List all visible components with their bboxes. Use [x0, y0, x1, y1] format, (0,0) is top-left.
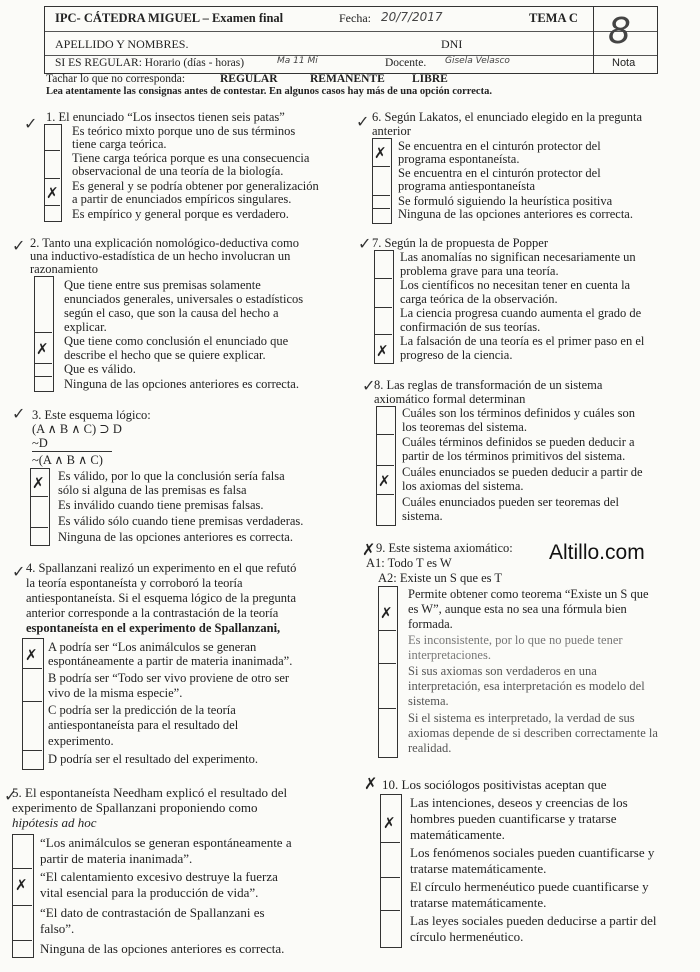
- q8-selected-mark: ✗: [378, 472, 391, 490]
- q3-option-d: Ninguna de las opciones anteriores es correcta.: [58, 530, 293, 544]
- incorrect-x-icon: ✗: [364, 774, 378, 793]
- exam-header: [44, 6, 658, 74]
- q8-answer-boxes: [376, 406, 396, 526]
- q3-inference-line: [32, 451, 112, 452]
- q8-stem: axiomático formal determinan: [374, 392, 526, 406]
- q1-selected-mark: ✗: [46, 184, 59, 202]
- q10-option-a: Las intenciones, deseos y creencias de los: [410, 795, 628, 810]
- grade-value: 8: [608, 11, 631, 52]
- q2-selected-mark: ✗: [36, 340, 49, 358]
- q3-option-a: sólo si alguna de las premisas es falsa: [58, 483, 247, 497]
- q6-option-a: programa espontaneísta.: [398, 152, 520, 166]
- dni-label: DNI: [441, 37, 463, 51]
- docente-label: Docente.: [385, 57, 427, 69]
- q5-selected-mark: ✗: [15, 876, 28, 894]
- q7-option-a: Las anomalías no significan necesariamente un: [400, 250, 636, 264]
- q3-option-c: Es válido sólo cuando tiene premisas verdaderas.: [58, 514, 304, 528]
- q8-option-b: partir de los términos primitivos del sistema.: [402, 449, 626, 463]
- q5-stem: 5. El espontaneísta Needham explicó el resultado del: [12, 785, 288, 800]
- q6-option-a: Se encuentra en el cinturón protector del: [398, 139, 601, 153]
- q2-stem: 2. Tanto una explicación nomológico-deductiva como: [30, 236, 299, 250]
- q9-option-d: Si el sistema es interpretado, la verdad de sus: [408, 711, 635, 725]
- q7-option-b: carga teórica de la observación.: [400, 292, 558, 306]
- header-row-3: [45, 55, 657, 73]
- q3-option-a: Es válido, por lo que la conclusión sería falsa: [58, 469, 285, 483]
- incorrect-x-icon: ✗: [362, 540, 376, 559]
- q2-stem: razonamiento: [30, 262, 99, 276]
- q4-selected-mark: ✗: [25, 646, 38, 664]
- q7-option-c: confirmación de sus teorías.: [400, 320, 541, 334]
- q4-option-b: vivo de la misma especie”.: [48, 686, 183, 700]
- q4-option-c: antiespontaneísta para el resultado del: [48, 718, 239, 732]
- q2-option-b: describe el hecho que se quiere explicar.: [64, 348, 266, 362]
- q9-option-d: axiomas depende de si describen correctamente la: [408, 726, 658, 740]
- q4-option-c: experimento.: [48, 734, 114, 748]
- q1-stem: 1. El enunciado “Los insectos tienen seis patas”: [46, 110, 285, 124]
- q6-stem: anterior: [372, 124, 411, 138]
- q8-option-c: Cuáles enunciados se pueden deducir a partir de: [402, 465, 643, 479]
- tachar-text: Tachar lo que no corresponda:: [46, 73, 186, 85]
- q3-option-b: Es inválido cuando tiene premisas falsas.: [58, 498, 264, 512]
- q6-stem: 6. Según Lakatos, el enunciado elegido en la pregunta: [372, 110, 643, 124]
- q2-option-a: enunciados generales, universales o estadísticos: [64, 292, 304, 306]
- q5-option-b: vital esencial para la producción de vida”.: [40, 885, 259, 900]
- horario-value: Ma 11 Mi: [277, 56, 318, 66]
- q1-option-b: Tiene carga teórica porque es una consecuencia: [72, 151, 310, 165]
- q8-option-d: sistema.: [402, 509, 443, 523]
- q10-option-d: círculo hermenéutico.: [410, 929, 524, 944]
- q5-option-a: partir de materia inanimada”.: [40, 851, 193, 866]
- q2-option-a: según el caso, que son la causa del hecho a: [64, 306, 279, 320]
- q8-stem: 8. Las reglas de transformación de un sistema: [374, 378, 603, 392]
- q6-option-c: Se formuló siguiendo la heurística positiva: [398, 194, 613, 208]
- correct-check-icon: ✓: [12, 236, 26, 255]
- q3-premise-2: ~D: [32, 436, 48, 450]
- fecha-value: 20/7/2017: [381, 10, 443, 24]
- q9-option-a: Permite obtener como teorema “Existe un S que: [408, 587, 649, 601]
- q6-option-b: Se encuentra en el cinturón protector del: [398, 166, 601, 180]
- q4-stem: antiespontaneísta. Si el esquema lógico de la pregunta: [26, 591, 297, 605]
- correct-check-icon: ✓: [362, 376, 376, 395]
- q2-option-a: explicar.: [64, 320, 107, 334]
- q10-option-a: matemáticamente.: [410, 827, 505, 842]
- q3-stem: 3. Este esquema lógico:: [32, 408, 151, 422]
- libre-option: LIBRE: [412, 73, 448, 85]
- q4-option-a: A podría ser “Los animálculos se generan: [48, 640, 257, 654]
- q1-option-b: observacional de una teoría de la biología.: [72, 164, 284, 178]
- q8-option-b: Cuáles términos definidos se pueden deducir a: [402, 435, 635, 449]
- q5-option-b: “El calentamiento excesivo destruye la fuerza: [40, 869, 278, 884]
- exam-title: IPC- CÁTEDRA MIGUEL – Examen final: [55, 11, 284, 25]
- q4-option-d: D podría ser el resultado del experimento.: [48, 752, 258, 766]
- q10-option-d: Las leyes sociales pueden deducirse a partir del: [410, 913, 657, 928]
- q10-option-c: El círculo hermenéutico puede cuantificarse y: [410, 879, 649, 894]
- q9-selected-mark: ✗: [380, 604, 393, 622]
- q10-option-b: tratarse matemáticamente.: [410, 861, 547, 876]
- q10-stem: 10. Los sociólogos positivistas aceptan que: [382, 777, 607, 792]
- correct-check-icon: ✓: [4, 786, 18, 805]
- q4-stem-bold: espontaneísta en el experimento de Spallanzani,: [26, 621, 281, 635]
- q10-selected-mark: ✗: [383, 814, 396, 832]
- q9-option-a: formada.: [408, 617, 453, 631]
- q9-option-c: sistema.: [408, 694, 449, 708]
- q9-option-c: Si sus axiomas son verdaderos en una: [408, 664, 597, 678]
- q1-option-d: Es empírico y general porque es verdadero.: [72, 207, 289, 221]
- q9-option-c: interpretación, esa interpretación es modelo del: [408, 679, 645, 693]
- header-row-2: [45, 31, 657, 56]
- q5-stem-italic: hipótesis ad hoc: [12, 815, 97, 830]
- q9-option-a: es W”, aunque esta no sea una fórmula bien: [408, 602, 627, 616]
- sies-label: SI ES REGULAR: Horario (días - horas): [55, 57, 245, 69]
- q1-option-c: Es general y se podría obtener por generalización: [72, 179, 319, 193]
- q4-stem: 4. Spallanzani realizó un experimento en el que refutó: [26, 561, 297, 575]
- q4-option-b: B podría ser “Todo ser vivo proviene de otro ser: [48, 671, 290, 685]
- q10-option-b: Los fenómenos sociales pueden cuantificarse y: [410, 845, 655, 860]
- q4-stem: la teoría espontaneísta y corroboró la teoría: [26, 576, 243, 590]
- q7-option-c: La ciencia progresa cuando aumenta el grado de: [400, 306, 642, 320]
- q2-stem: una inductivo-estadística de un hecho involucran un: [30, 249, 291, 263]
- remanente-option: REMANENTE: [310, 73, 385, 85]
- correct-check-icon: ✓: [12, 404, 26, 423]
- q9-option-b: interpretaciones.: [408, 648, 491, 662]
- q10-option-a: hombres pueden cuantificarse y tratarse: [410, 811, 617, 826]
- q9-axiom-1: A1: Todo T es W: [366, 556, 452, 570]
- q1-option-a: tiene carga teórica.: [72, 137, 167, 151]
- correct-check-icon: ✓: [24, 114, 38, 133]
- q5-option-a: “Los animálculos se generan espontáneamente a: [40, 835, 292, 850]
- apellido-label: APELLIDO Y NOMBRES.: [55, 37, 189, 51]
- q5-option-c: falso”.: [40, 921, 75, 936]
- q3-conclusion: ~(A ∧ B ∧ C): [32, 453, 103, 467]
- instructions-text: Lea atentamente las consignas antes de contestar. En algunos casos hay más de una opción correcta.: [46, 86, 492, 97]
- correct-check-icon: ✓: [12, 562, 26, 581]
- q6-option-d: Ninguna de las opciones anteriores es correcta.: [398, 207, 633, 221]
- q7-option-b: Los científicos no necesitan tener en cuenta la: [400, 278, 631, 292]
- q4-stem: anterior corresponde a la contrastación de la teoría: [26, 606, 279, 620]
- q7-selected-mark: ✗: [376, 342, 389, 360]
- nota-label: Nota: [612, 57, 636, 69]
- q6-selected-mark: ✗: [374, 144, 387, 162]
- correct-check-icon: ✓: [356, 112, 370, 131]
- q9-axiom-2: A2: Existe un S que es T: [378, 571, 503, 585]
- tema-label: TEMA C: [529, 11, 578, 25]
- q2-option-a: Que tiene entre sus premisas solamente: [64, 278, 261, 292]
- q8-option-a: los teoremas del sistema.: [402, 420, 527, 434]
- q2-option-c: Que es válido.: [64, 362, 136, 376]
- altillo-watermark: Altillo.com: [549, 541, 645, 564]
- q2-option-d: Ninguna de las opciones anteriores es correcta.: [64, 377, 299, 391]
- grade-box: [593, 7, 656, 73]
- q7-option-a: problema grave para una teoría.: [400, 264, 559, 278]
- q9-option-b: Es inconsistente, por lo que no puede tener: [408, 633, 623, 647]
- q3-premise-1: (A ∧ B ∧ C) ⊃ D: [32, 422, 122, 436]
- q5-option-d: Ninguna de las opciones anteriores es correcta.: [40, 941, 285, 956]
- q8-option-a: Cuáles son los términos definidos y cuáles son: [402, 406, 635, 420]
- q7-option-d: progreso de la ciencia.: [400, 348, 513, 362]
- q4-option-a: espontáneamente a partir de materia inanimada”.: [48, 654, 293, 668]
- q5-option-c: “El dato de contrastación de Spallanzani es: [40, 905, 265, 920]
- header-row-1: [45, 7, 657, 32]
- q6-option-b: programa antiespontaneísta: [398, 179, 536, 193]
- correct-check-icon: ✓: [358, 234, 372, 253]
- q5-stem: experimento de Spallanzani proponiendo como: [12, 800, 258, 815]
- q4-option-c: C podría ser la predicción de la teoría: [48, 703, 236, 717]
- q9-stem: 9. Este sistema axiomático:: [376, 541, 513, 555]
- q3-selected-mark: ✗: [32, 474, 45, 492]
- q2-option-b: Que tiene como conclusión el enunciado que: [64, 334, 289, 348]
- q8-option-d: Cuáles enunciados pueden ser teoremas del: [402, 495, 619, 509]
- q7-option-d: La falsación de una teoría es el primer paso en el: [400, 334, 645, 348]
- q10-option-c: tratarse matemáticamente.: [410, 895, 547, 910]
- q7-stem: 7. Según la de propuesta de Popper: [372, 236, 549, 250]
- q9-option-d: realidad.: [408, 741, 452, 755]
- q8-option-c: los axiomas del sistema.: [402, 479, 524, 493]
- regular-option: REGULAR: [220, 73, 278, 85]
- docente-value: Gisela Velasco: [445, 56, 510, 66]
- q1-option-a: Es teórico mixto porque uno de sus términos: [72, 124, 296, 138]
- fecha-label: Fecha:: [339, 11, 371, 25]
- q1-option-c: a partir de enunciados empíricos singulares.: [72, 192, 292, 206]
